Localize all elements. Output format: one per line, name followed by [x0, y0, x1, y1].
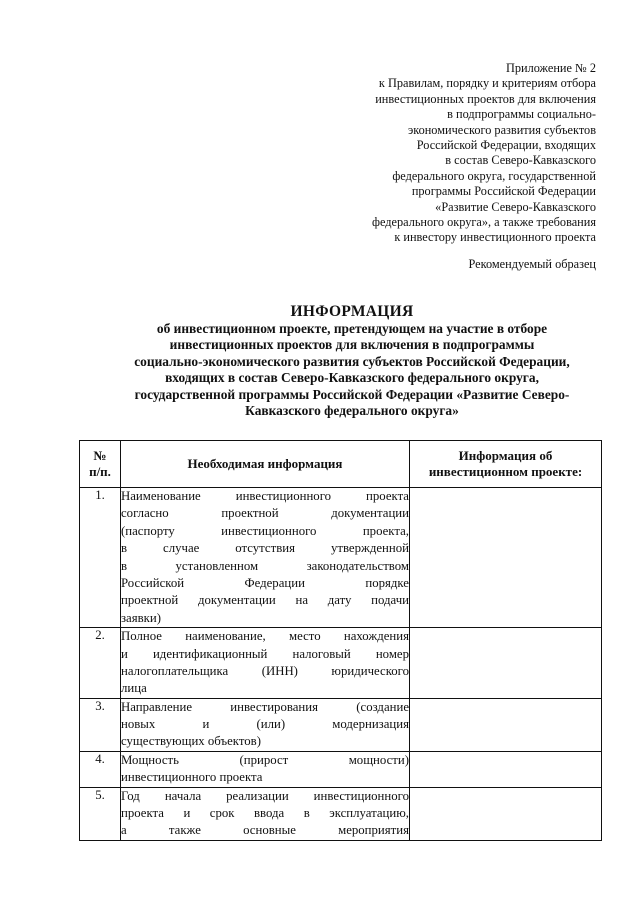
appendix-line: инвестиционных проектов для включения [375, 91, 596, 106]
row-text-line: в установленном законодательством [121, 558, 409, 573]
title-line: об инвестиционном проекте, претендующем на участие в отборе [156, 321, 548, 336]
document-title [60, 302, 640, 419]
row-text-line: Российской Федерации порядке [121, 575, 409, 590]
title-line: социально-экономического развития субъектов Российской Федерации, [134, 353, 570, 369]
header-project-info-line2: инвестиционном проекте: [428, 464, 583, 479]
header-project-info-line1: Информация об [458, 448, 553, 463]
row-required-info [121, 787, 410, 840]
title-line: государственной программы Российской Федерации «Развитие Северо- [134, 386, 570, 402]
row-number: 2. [80, 628, 121, 699]
row-number: 5. [80, 787, 121, 840]
appendix-line: Приложение № 2 [505, 61, 596, 75]
row-text-line: в случае отсутствия утвержденной [121, 541, 409, 556]
row-project-info-cell[interactable] [410, 751, 602, 787]
appendix-line: федерального округа, государственной [392, 168, 596, 183]
row-text-line: Направление инвестирования (создание [121, 699, 409, 714]
row-text-line: Полное наименование, место нахождения [121, 629, 409, 644]
row-required-info [121, 751, 410, 787]
row-text-line: Мощность (прирост мощности) [121, 752, 409, 767]
row-required-info [121, 698, 410, 751]
appendix-line: в состав Северо-Кавказского [445, 153, 596, 168]
row-required-info [121, 628, 410, 699]
recommended-sample-label: Рекомендуемый образец [468, 257, 596, 271]
row-number: 1. [80, 488, 121, 628]
project-info-table [79, 440, 602, 841]
appendix-line: Российской Федерации, входящих [416, 138, 596, 153]
table-row [80, 751, 602, 787]
row-text-line: и идентификационный налоговый номер [121, 646, 409, 661]
header-required-info: Необходимая информация [121, 441, 410, 488]
appendix-line: федерального округа», а также требования [372, 215, 596, 230]
row-project-info-cell[interactable] [410, 698, 602, 751]
row-text-line: проекта и срок ввода в эксплуатацию, [121, 806, 409, 821]
row-text-line: налогоплательщика (ИНН) юридического [121, 663, 409, 678]
row-text-line: Наименование инвестиционного проекта [121, 489, 409, 503]
appendix-line: к инвестору инвестиционного проекта [394, 230, 596, 245]
appendix-line: программы Российской Федерации [411, 184, 596, 199]
row-number: 3. [80, 698, 121, 751]
row-text-line: новых и (или) модернизация [121, 717, 409, 732]
title-line: инвестиционных проектов для включения в подпрограммы [169, 337, 535, 353]
row-number: 4. [80, 751, 121, 787]
header-project-info [410, 441, 602, 488]
table-row [80, 698, 602, 751]
title-main: ИНФОРМАЦИЯ [290, 303, 414, 320]
appendix-line: в подпрограммы социально- [447, 107, 596, 122]
row-text-line: инвестиционного проекта [121, 770, 263, 785]
row-text-line: лица [121, 681, 147, 696]
row-text-line: Год начала реализации инвестиционного [121, 788, 409, 803]
table-row [80, 488, 602, 628]
row-text-line: согласно проектной документации [121, 506, 409, 521]
appendix-line: экономического развития субъектов [407, 122, 596, 137]
appendix-line: «Развитие Северо-Кавказского [435, 199, 596, 214]
row-project-info-cell[interactable] [410, 787, 602, 840]
header-number-line2: п/п. [89, 464, 111, 479]
title-line: Кавказского федерального округа» [245, 403, 459, 419]
row-project-info-cell[interactable] [410, 628, 602, 699]
header-number-line1: № [93, 448, 107, 463]
row-text-line: существующих объектов) [121, 734, 261, 749]
title-line: входящих в состав Северо-Кавказского федерального округа, [165, 370, 539, 386]
table-row [80, 628, 602, 699]
table-header-row [80, 441, 602, 488]
row-text-line: проектной документации на дату подачи [121, 593, 409, 608]
row-text-line: заявки) [121, 610, 161, 625]
table-row [80, 787, 602, 840]
row-required-info [121, 488, 410, 628]
appendix-line: к Правилам, порядку и критериям отбора [378, 76, 596, 91]
row-text-line: (паспорту инвестиционного проекта, [121, 523, 409, 538]
row-project-info-cell[interactable] [410, 488, 602, 628]
appendix-header [296, 61, 596, 246]
row-text-line: а также основные мероприятия [121, 823, 409, 838]
title-subtitle [60, 321, 640, 419]
header-number [80, 441, 121, 488]
